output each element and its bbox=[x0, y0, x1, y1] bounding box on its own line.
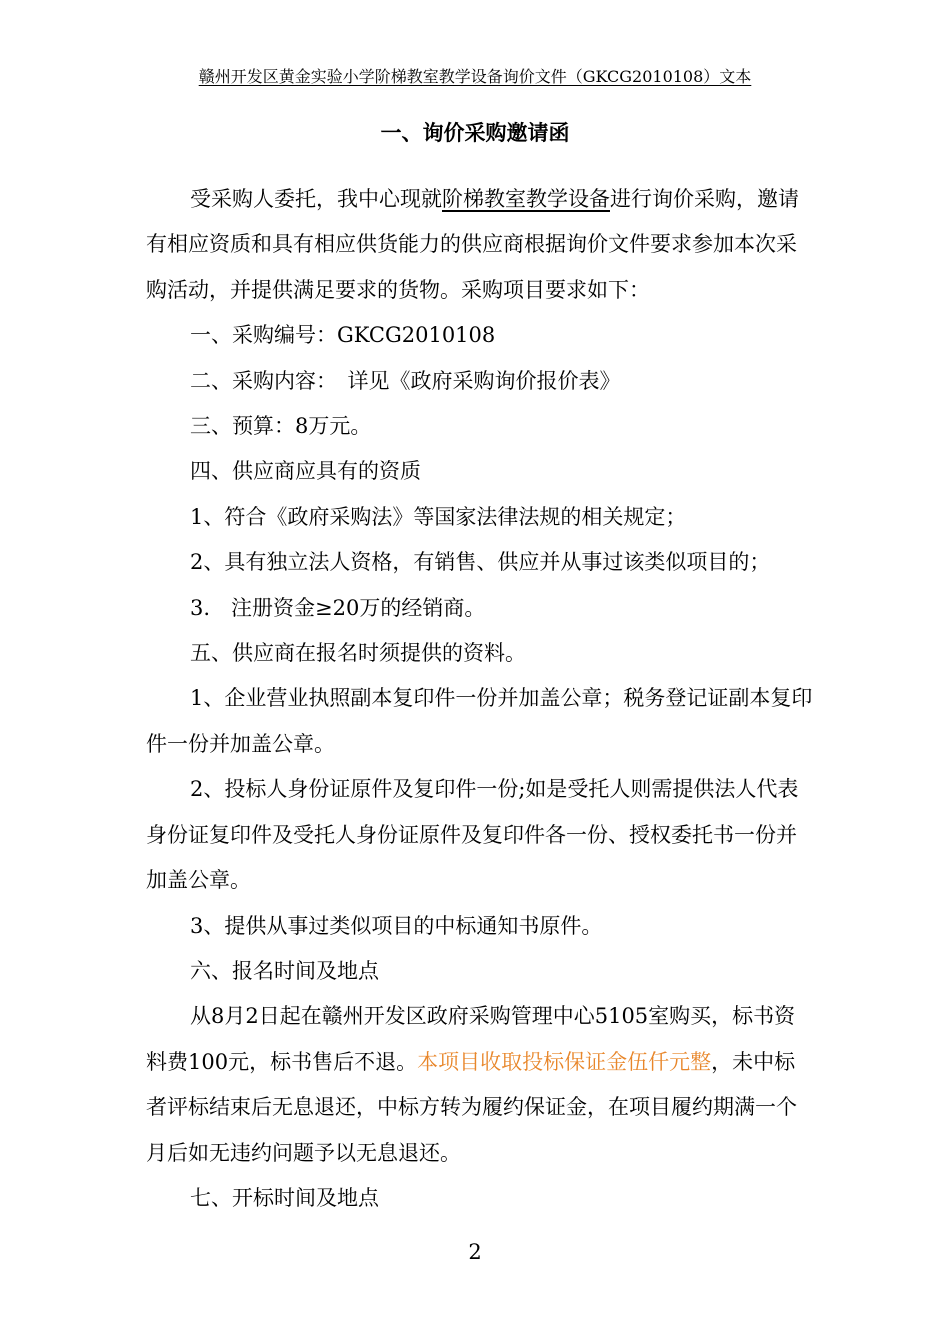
registration-after: ，未中标者评标结束后无息退还，中标方转为履约保证金，在项目履约期满一个月后如无违约问题予以无息退还。 bbox=[146, 1049, 797, 1165]
registration-before: 从8月2日起在赣州开发区政府采购管理中心5105室购买，标书资料费100元，标书售后不退。 bbox=[146, 1004, 796, 1074]
section-title: 一、询价采购邀请函 bbox=[380, 121, 570, 145]
materials-item-2: 2、投标人身份证原件及复印件一份;如是受托人则需提供法人代表身份证复印件及受托人身份证原件及复印件各一份、授权委托书一份并加盖公章。 bbox=[146, 777, 799, 893]
materials-heading: 五、供应商在报名时须提供的资料。 bbox=[190, 641, 526, 666]
intro-after: 进行询价采购，邀请有相应资质和具有相应供货能力的供应商根据询价文件要求参加本次采购活动，并提供满足要求的货物。采购项目要求如下： bbox=[146, 187, 799, 302]
qualification-item-1: 1、符合《政府采购法》等国家法律法规的相关规定； bbox=[190, 504, 687, 529]
project-name: 阶梯教室教学设备 bbox=[442, 187, 610, 211]
header-text: 赣州开发区黄金实验小学阶梯教室教学设备询价文件（GKCG2010108）文本 bbox=[198, 67, 752, 86]
materials-item-1: 1、企业营业执照副本复印件一份并加盖公章；税务登记证副本复印件一份并加盖公章。 bbox=[146, 686, 813, 756]
materials-item-3: 3、提供从事过类似项目的中标通知书原件。 bbox=[190, 913, 603, 938]
opening-heading: 七、开标时间及地点 bbox=[190, 1185, 379, 1210]
intro-paragraph bbox=[146, 177, 816, 313]
page-number: 2 bbox=[468, 1240, 482, 1264]
qualification-item-2: 2、具有独立法人资格，有销售、供应并从事过该类似项目的； bbox=[190, 550, 771, 575]
running-header bbox=[0, 66, 950, 88]
deposit-highlight: 本项目收取投标保证金伍仟元整 bbox=[417, 1049, 712, 1074]
procurement-content: 二、采购内容： 详见《政府采购询价报价表》 bbox=[190, 368, 621, 393]
registration-paragraph bbox=[146, 994, 816, 1176]
procurement-number: 一、采购编号：GKCG2010108 bbox=[190, 323, 496, 348]
qualification-heading: 四、供应商应具有的资质 bbox=[190, 459, 421, 484]
document-body bbox=[146, 177, 816, 1221]
qualification-item-3: 3. 注册资金≥20万的经销商。 bbox=[190, 595, 486, 620]
registration-heading: 六、报名时间及地点 bbox=[190, 958, 379, 983]
budget: 三、预算：8万元。 bbox=[190, 414, 372, 439]
intro-before: 受采购人委托，我中心现就 bbox=[190, 187, 442, 211]
